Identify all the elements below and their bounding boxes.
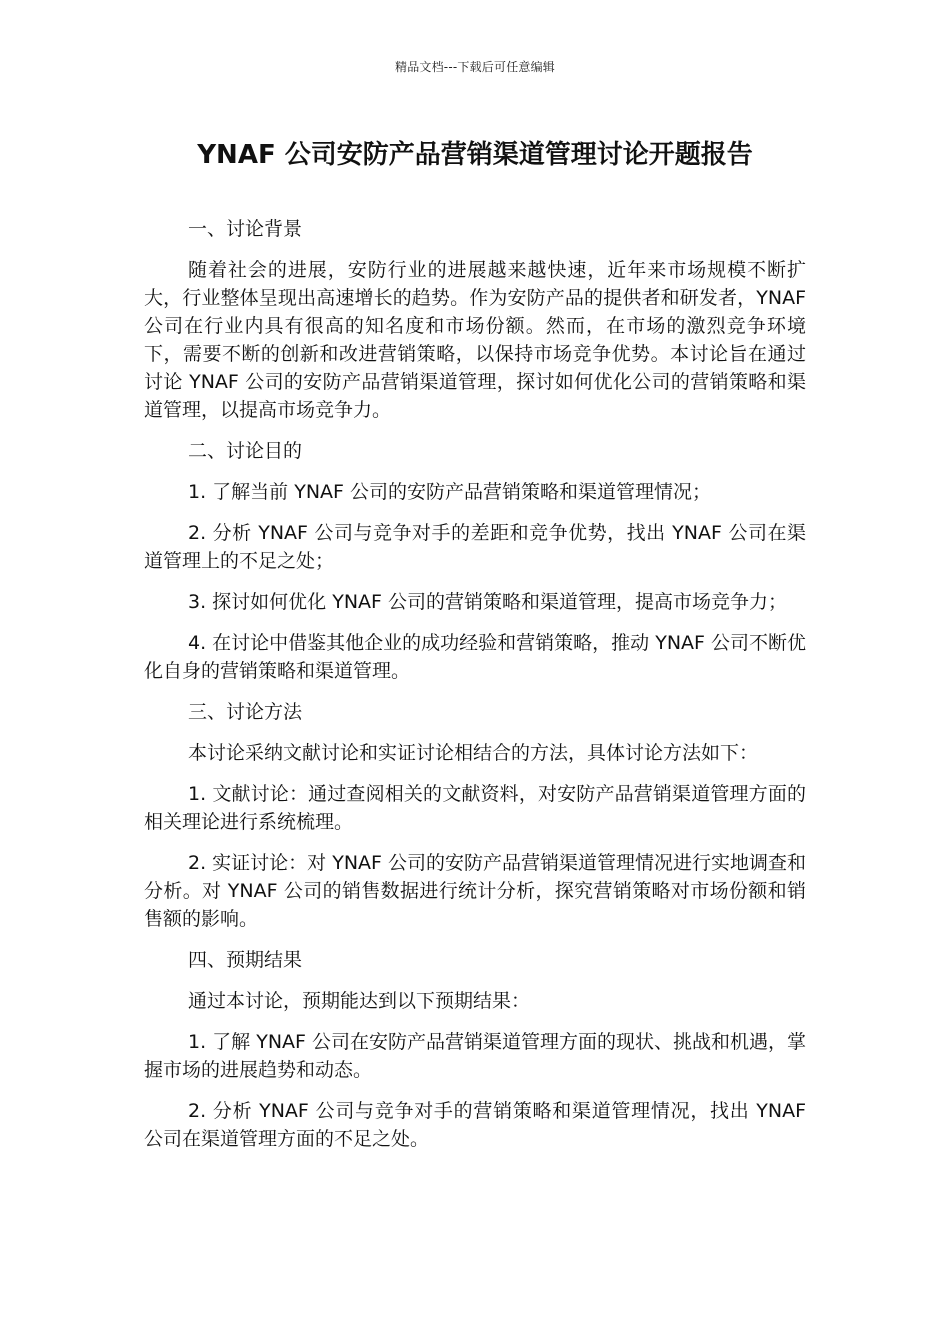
objective-item-2: 2. 分析 YNAF 公司与竞争对手的差距和竞争优势，找出 YNAF 公司在渠道管理上的不足之处； (144, 522, 806, 572)
expected-result-item-2: 2. 分析 YNAF 公司与竞争对手的营销策略和渠道管理情况，找出 YNAF 公司在渠道管理方面的不足之处。 (144, 1100, 806, 1150)
method-item-1: 1. 文献讨论：通过查阅相关的文献资料，对安防产品营销渠道管理方面的相关理论进行系统梳理。 (144, 783, 806, 833)
section-heading-objectives: 二、讨论目的 (188, 440, 303, 462)
document-title: YNAF 公司安防产品营销渠道管理讨论开题报告 (197, 140, 753, 170)
background-paragraph: 随着社会的进展，安防行业的进展越来越快速，近年来市场规模不断扩大，行业整体呈现出高速增长的趋势。作为安防产品的提供者和研发者，YNAF 公司在行业内具有很高的知名度和市场份额。然而，在市场的激烈竞争环境下，需要不断的创新和改进营销策略，以保持市场竞争优势。本讨论旨在通过讨论 YNAF 公司的安防产品营销渠道管理，探讨如何优化公司的营销策略和渠道管理，以提高市场竞争力。 (144, 259, 806, 421)
section-heading-methods: 三、讨论方法 (188, 701, 303, 723)
objective-item-4: 4. 在讨论中借鉴其他企业的成功经验和营销策略，推动 YNAF 公司不断优化自身的营销策略和渠道管理。 (144, 632, 806, 682)
method-item-2: 2. 实证讨论：对 YNAF 公司的安防产品营销渠道管理情况进行实地调查和分析。对 YNAF 公司的销售数据进行统计分析，探究营销策略对市场份额和销售额的影响。 (144, 852, 806, 930)
document-body (144, 215, 806, 1166)
expected-result-item-1: 1. 了解 YNAF 公司在安防产品营销渠道管理方面的现状、挑战和机遇，掌握市场的进展趋势和动态。 (144, 1031, 806, 1081)
section-heading-expected-results: 四、预期结果 (188, 949, 303, 971)
methods-intro: 本讨论采纳文献讨论和实证讨论相结合的方法，具体讨论方法如下： (188, 742, 759, 764)
objective-item-3: 3. 探讨如何优化 YNAF 公司的营销策略和渠道管理，提高市场竞争力； (188, 591, 787, 613)
section-heading-background: 一、讨论背景 (188, 218, 303, 240)
objective-item-1: 1. 了解当前 YNAF 公司的安防产品营销策略和渠道管理情况； (188, 481, 711, 503)
header-note: 精品文档---下载后可任意编辑 (395, 60, 555, 74)
expected-results-intro: 通过本讨论，预期能达到以下预期结果： (188, 990, 531, 1012)
